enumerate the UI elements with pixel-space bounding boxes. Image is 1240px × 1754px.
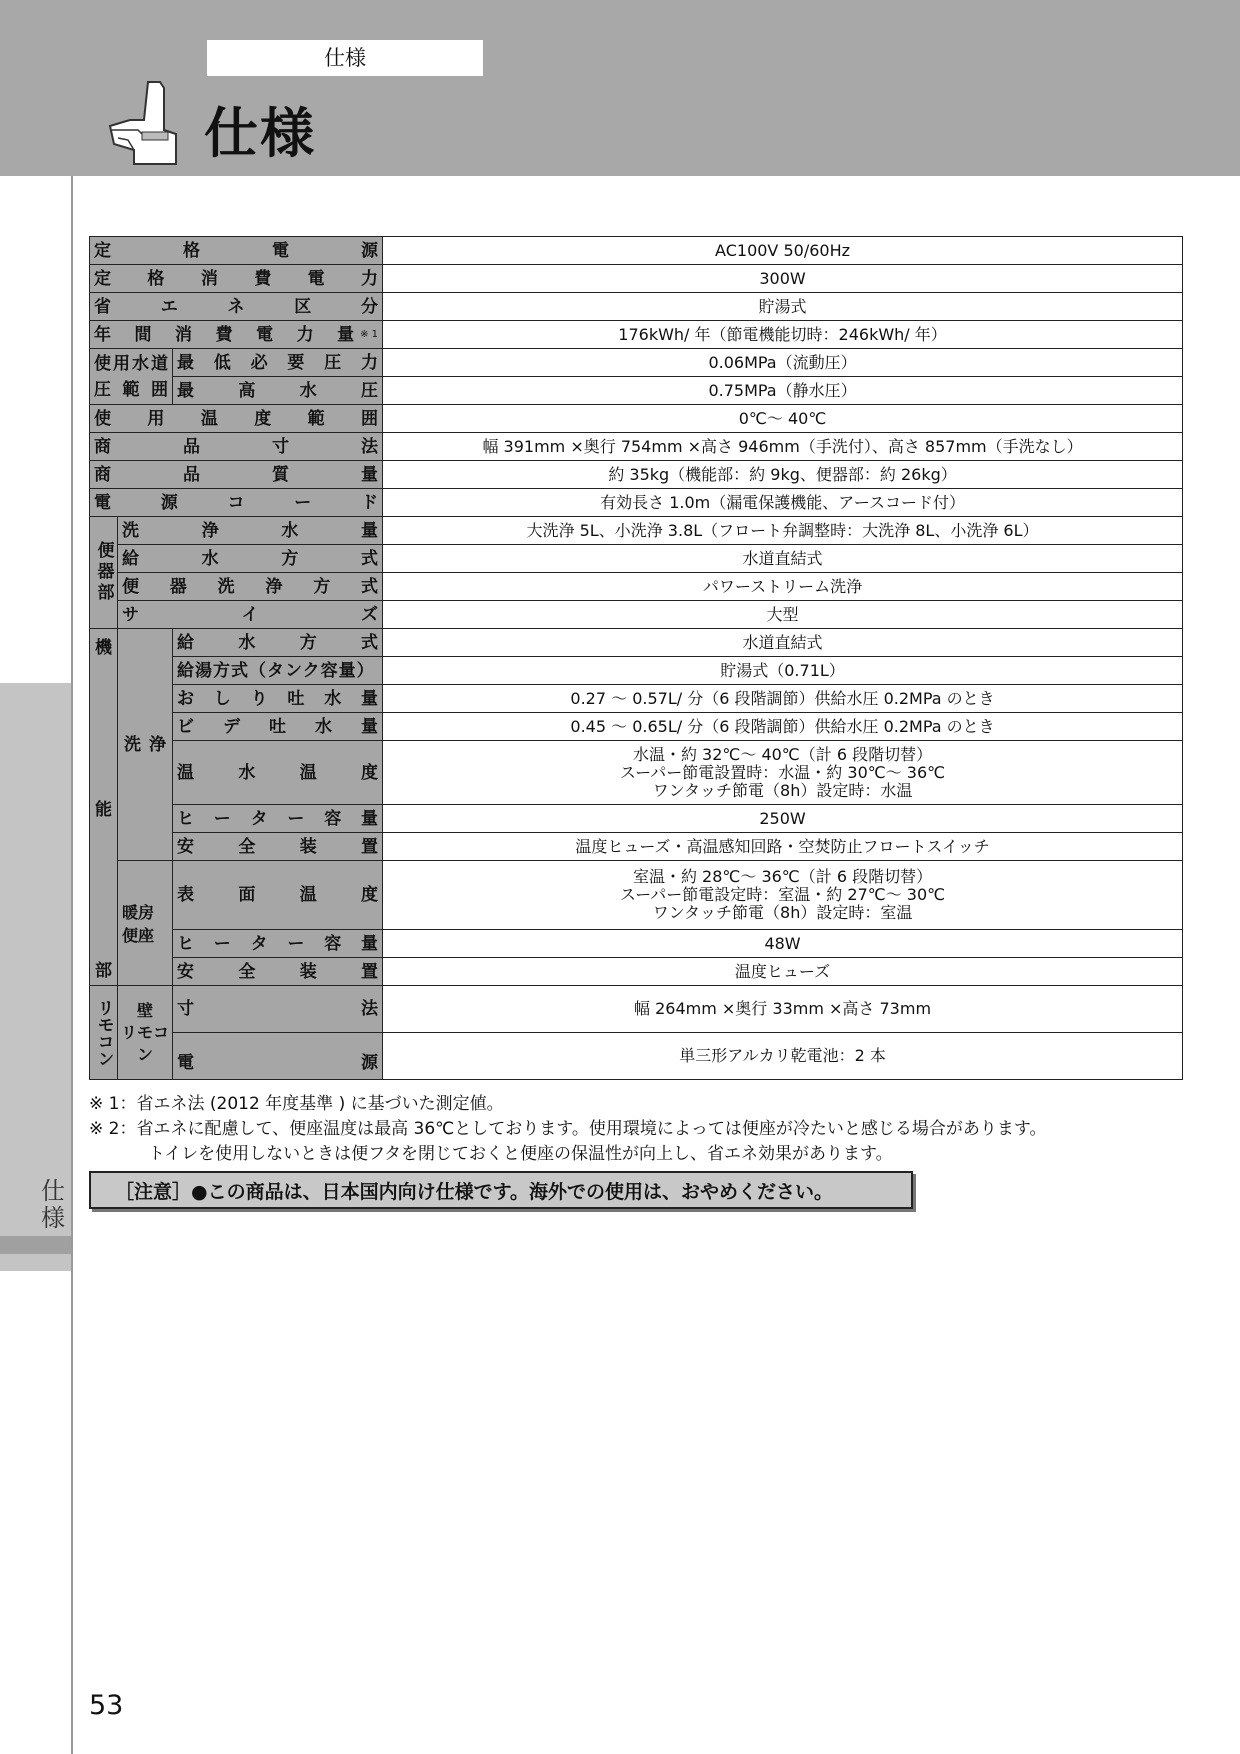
table-row	[90, 237, 1183, 265]
side-tab-label: 仕様	[41, 1177, 65, 1232]
seat-heater-value: 48W	[383, 930, 1183, 958]
surface-temp-line3: ワンタッチ節電（8h）設定時：室温	[652, 903, 913, 922]
surface-temp-value	[383, 861, 1183, 930]
table-row	[90, 573, 1183, 601]
toilet-icon	[108, 80, 178, 166]
rated-consumption-label: 定 格 消 費 電 力	[94, 268, 379, 289]
bowl-size-label: サ イ ズ	[122, 604, 379, 625]
min-pressure-value: 0.06MPa（流動圧）	[383, 349, 1183, 377]
table-row	[90, 349, 1183, 377]
wash-safety-label: 安 全 装 置	[177, 836, 379, 857]
side-tab-strip	[0, 1236, 71, 1254]
bowl-size-value: 大型	[383, 601, 1183, 629]
table-row	[90, 958, 1183, 986]
water-temp-line2: スーパー節電設置時：水温・約 30℃～ 36℃	[619, 762, 946, 782]
water-pressure-group-line1: 使 用 水 道	[94, 353, 168, 374]
page-title: 仕様	[204, 102, 316, 165]
bowl-group-label: 便器部	[90, 517, 118, 629]
left-margin-rule	[71, 176, 73, 1754]
mass-label: 商 品 質 量	[94, 464, 378, 485]
wash-heater-value: 250W	[383, 805, 1183, 833]
wash-safety-value: 温度ヒューズ・高温感知回路・空焚防止フロートスイッチ	[383, 833, 1183, 861]
oshiri-flow-value: 0.27 ～ 0.57L/ 分（6 段階調節）供給水圧 0.2MPa のとき	[383, 685, 1183, 713]
surface-temp-label: 表 面 温 度	[177, 885, 379, 905]
remote-sub-line1: 壁	[136, 1000, 153, 1020]
annual-consumption-label: 年 間 消 費 電 力 量 ※ 1	[90, 322, 382, 348]
surface-temp-line1: 室温・約 28℃～ 36℃（計 6 段階切替）	[632, 867, 933, 886]
table-row	[90, 545, 1183, 573]
remote-power-value: 単三形アルカリ乾電池：2 本	[383, 1033, 1183, 1080]
max-pressure-label: 最 高 水 圧	[177, 380, 379, 401]
bowl-supply-label: 給 水 方 式	[122, 548, 379, 569]
footnote-1: ※ 1：省エネ法 (2012 年度基準 ) に基づいた測定値。	[89, 1094, 504, 1114]
table-row	[90, 713, 1183, 741]
hot-supply-label: 給湯方式（タンク容量）	[177, 660, 375, 681]
table-row	[90, 657, 1183, 685]
seat-safety-value: 温度ヒューズ	[383, 958, 1183, 986]
oshiri-flow-label: お し り 吐 水 量	[177, 688, 378, 709]
table-row	[90, 321, 1183, 349]
temp-range-value: 0℃～ 40℃	[383, 405, 1183, 433]
table-row	[90, 489, 1183, 517]
water-temp-label: 温 水 温 度	[177, 762, 379, 783]
table-row	[90, 833, 1183, 861]
table-row	[90, 265, 1183, 293]
table-row	[90, 805, 1183, 833]
rated-power-value: AC100V 50/60Hz	[383, 237, 1183, 265]
table-row	[90, 517, 1183, 545]
table-row	[90, 601, 1183, 629]
table-row	[90, 377, 1183, 405]
cord-label: 電 源 コ ー ド	[94, 492, 378, 513]
table-row	[90, 629, 1183, 657]
energy-class-value: 貯湯式	[383, 293, 1183, 321]
dimensions-label: 商 品 寸 法	[94, 436, 378, 457]
mass-value: 約 35kg（機能部：約 9kg、便器部：約 26kg）	[383, 461, 1183, 489]
remote-size-label: 寸 法	[177, 999, 379, 1019]
section-tab-label: 仕様	[207, 40, 483, 76]
energy-class-label: 省 エ ネ 区 分	[94, 296, 378, 317]
bowl-supply-value: 水道直結式	[383, 545, 1183, 573]
water-temp-line3: ワンタッチ節電（8h）設定時：水温	[652, 780, 913, 800]
footnote-2: ※ 2：省エネに配慮して、便座温度は最高 36℃としております。使用環境によっては便座が冷たいと感じる場合があります。	[89, 1119, 1047, 1139]
wash-supply-value: 水道直結式	[383, 629, 1183, 657]
bidet-flow-value: 0.45 ～ 0.65L/ 分（6 段階調節）供給水圧 0.2MPa のとき	[383, 713, 1183, 741]
flush-method-label: 便 器 洗 浄 方 式	[122, 576, 378, 597]
cord-value: 有効長さ 1.0m（漏電保護機能、アースコード付）	[383, 489, 1183, 517]
wash-group-label: 洗 浄	[118, 629, 173, 861]
footnote-2-continued: トイレを使用しないときは便フタを閉じておくと便座の保温性が向上し、省エネ効果があります。	[148, 1144, 893, 1164]
wash-supply-label: 給 水 方 式	[177, 632, 379, 653]
wash-water-value: 大洗浄 5L、小洗浄 3.8L（フロート弁調整時：大洗浄 8L、小洗浄 6L）	[383, 517, 1183, 545]
flush-method-value: パワーストリーム洗浄	[383, 573, 1183, 601]
max-pressure-value: 0.75MPa（静水圧）	[383, 377, 1183, 405]
table-row	[90, 461, 1183, 489]
seat-group-label: 暖房便座	[118, 861, 173, 986]
table-row	[90, 741, 1183, 805]
footnotes	[89, 1092, 1209, 1167]
dimensions-value: 幅 391mm ×奥行 754mm ×高さ 946mm（手洗付）、高さ 857mm（手洗なし）	[383, 433, 1183, 461]
caution-notice: ［注意］●この商品は、日本国内向け仕様です。海外での使用は、おやめください。	[89, 1171, 913, 1209]
table-row	[90, 930, 1183, 958]
hot-supply-value: 貯湯式（0.71L）	[383, 657, 1183, 685]
rated-consumption-value: 300W	[383, 265, 1183, 293]
rated-power-label: 定 格 電 源	[94, 240, 378, 261]
function-group-label: 機 能 部	[90, 629, 118, 986]
annual-consumption-value: 176kWh/ 年（節電機能切時：246kWh/ 年）	[383, 321, 1183, 349]
table-row	[90, 861, 1183, 930]
page-number: 53	[89, 1690, 124, 1721]
table-row	[90, 293, 1183, 321]
remote-sub-line2: リモコン	[120, 1022, 169, 1064]
remote-power-label: 電 源	[177, 1053, 379, 1073]
page-header	[0, 0, 1240, 176]
table-row	[90, 986, 1183, 1033]
table-row	[90, 1033, 1183, 1080]
remote-sub-label	[118, 986, 173, 1080]
seat-safety-label: 安 全 装 置	[177, 961, 379, 982]
surface-temp-line2: スーパー節電設定時：室温・約 27℃～ 30℃	[619, 885, 946, 904]
temp-range-label: 使 用 温 度 範 囲	[94, 408, 379, 429]
water-pressure-group-line2: 圧 範 囲	[94, 379, 168, 400]
water-temp-line1: 水温・約 32℃～ 40℃（計 6 段階切替）	[632, 744, 933, 764]
remote-size-value: 幅 264mm ×奥行 33mm ×高さ 73mm	[383, 986, 1183, 1033]
seat-heater-label: ヒ ー タ ー 容 量	[177, 933, 378, 954]
spec-table	[89, 236, 1183, 1080]
footnote-marker: ※ 1	[360, 328, 379, 340]
water-pressure-group-label	[90, 349, 173, 405]
remote-group-label: リモコン	[90, 986, 118, 1080]
min-pressure-label: 最 低 必 要 圧 力	[177, 352, 378, 373]
table-row	[90, 433, 1183, 461]
wash-water-label: 洗 浄 水 量	[122, 520, 379, 541]
water-temp-value	[383, 741, 1183, 805]
table-row	[90, 685, 1183, 713]
table-row	[90, 405, 1183, 433]
wash-heater-label: ヒ ー タ ー 容 量	[177, 808, 378, 829]
bidet-flow-label: ビ デ 吐 水 量	[177, 716, 378, 737]
